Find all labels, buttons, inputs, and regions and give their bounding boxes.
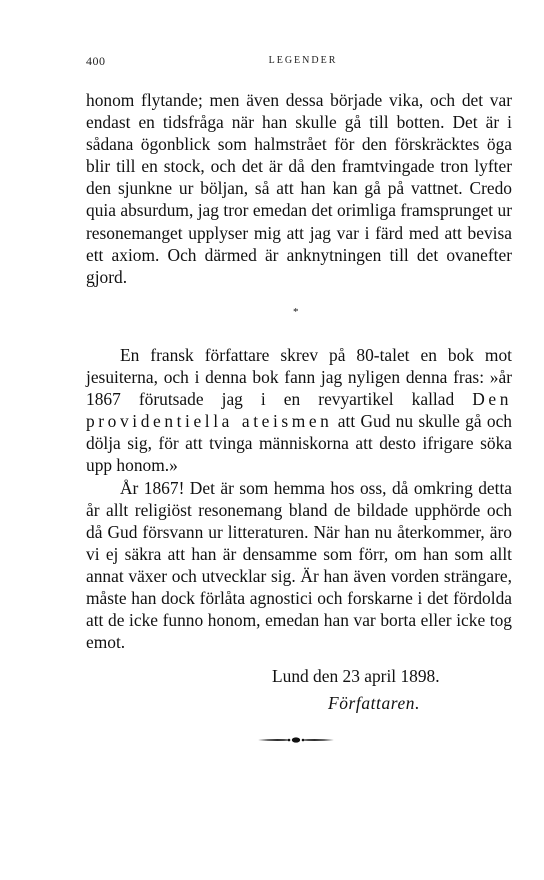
paragraph-text-after: att Gud nu skulle gå och dölja sig, för att tvinga människorna att desto ifrigare söka upp honom.» — [86, 411, 512, 476]
paragraph-text-before: En fransk författare skrev på 80-talet en bok mot jesuiterna, och i denna bok fann jag nyligen denna fras: »år 1867 förutsade jag i en revyartikel kallad — [86, 345, 512, 410]
text-block-top — [86, 89, 512, 288]
paragraph-year-1867: År 1867! Det är som hemma hos oss, då omkring detta år allt religiöst resonemang bland de bildade upphörde och då Gud försvann ur litteraturen. När han nu återkommer, äro vi ej säkra att han är densamme som förr, om han som allt annat växer och utvecklar sig. Är han även vorden strängare, måste han dock förlåta agnostici och forskarne i det fördolda att de icke funno honom, emedan han var borta eller icke tog emot. — [86, 477, 512, 653]
running-title: LEGENDER — [268, 55, 338, 66]
page-header — [86, 54, 520, 72]
paragraph-french-author — [86, 344, 512, 477]
signature-author: Författaren. — [328, 693, 421, 713]
text-block-bottom — [86, 344, 512, 653]
page-number: 400 — [86, 54, 106, 68]
spaced-title: Den providentiella ateismen — [86, 389, 512, 432]
signature-place-date: Lund den 23 april 1898. — [272, 666, 440, 686]
tailpiece-ornament-icon — [256, 732, 336, 748]
paragraph-continued: honom flytande; men även dessa började vika, och det var endast en tidsfråga när han skulle gå till botten. Det är i sådana ögonblick som halmstrået för den förskräcktes öga blir till en stock, och det är då den framtvingade tron lyfter den sjunkne ur böljan, så att han kan gå på vattnet. Credo quia absurdum, jag tror emedan det orimliga framsprunget ur resonemanget upplyser mig att jag var i färd med att bevisa ett axiom. Och därmed är anknytningen till det ovanefter gjord. — [86, 90, 512, 287]
section-asterism: * — [293, 306, 299, 318]
